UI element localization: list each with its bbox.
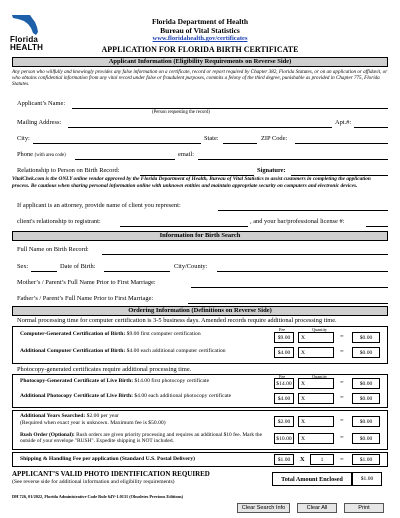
shipping-total: $1.00 [352,454,380,465]
photo-id-required: APPLICANT’S VALID PHOTO IDENTIFICATION REQUIRED [12,470,210,478]
rush-order-label: Rush Order (Optional): [20,432,75,438]
rush-order-desc: Rush orders are given priority processing and requires an additional $10 fee. Mark the outside of your envelope "RUSH". Expedite shipping is NOT included. [20,432,262,445]
apt-field[interactable] [354,127,388,128]
email-label: email: [178,151,194,158]
city-county-label: City/County: [174,263,208,270]
additional-computer-cert-desc: $4.00 each additional computer certification [125,348,226,354]
mother-name-label: Mother’s / Parent’s Full Name Prior to First Marriage: [17,279,156,286]
additional-photocopy-cert-desc: $4.00 each additional photocopy certificate [132,393,232,399]
registrant-relationship-field[interactable] [120,226,248,227]
email-field[interactable] [198,159,388,160]
years-searched-desc: $2.00 per year [85,413,119,419]
print-button[interactable]: Print [344,503,384,513]
qty-header-2: Quantity [312,374,328,379]
bar-license-label: , and your bar/professional license #: [250,218,345,225]
shipping-qty: 1 [310,454,334,465]
computer-cert-label: Computer-Generated Certification of Birth: [20,331,126,337]
father-name-field[interactable] [188,303,388,304]
photocopy-cert-row [20,378,209,384]
sex-label: Sex: [17,263,29,270]
photocopy-cert-fee: $14.00 [274,378,294,389]
applicant-info-band: Applicant Information (Eligibility Requirements on Reverse Side) [12,57,388,67]
additional-photocopy-cert-total: $0.00 [352,393,380,404]
equals-symbol: = [340,333,344,340]
applicant-name-field[interactable] [72,108,388,109]
additional-computer-cert-total: $0.00 [352,347,380,358]
city-county-field[interactable] [217,271,388,272]
photocopy-cert-desc: $14.00 first photocopy certificate [133,378,210,384]
computer-cert-desc: $9.00 first computer certification [125,331,201,337]
rush-order-row [20,432,272,445]
applicant-name-hint: (Person requesting the record) [152,110,210,115]
computer-cert-row [20,331,201,337]
city-label: City: [17,135,30,142]
state-field[interactable] [223,143,257,144]
dob-field[interactable] [104,271,170,272]
father-name-label: Father’s / Parent’s Full Name Prior to First Marriage: [17,295,154,302]
birth-search-band: Information for Birth Search [12,231,388,241]
attorney-client-field[interactable] [218,210,388,211]
state-label: State: [204,135,219,142]
mailing-address-field[interactable] [68,127,332,128]
times-symbol: X [301,350,306,356]
zip-label: ZIP Code: [261,135,288,142]
phone-hint: (with area code) [34,153,66,158]
times-symbol: X [301,381,306,387]
phone-label-text: Phone [17,151,33,158]
signature-label: Signature: [257,167,286,174]
years-searched-label: Additional Years Searched: [20,413,86,419]
photocopy-cert-qty[interactable] [298,378,334,389]
computer-cert-qty[interactable] [298,332,334,343]
dob-label: Date of Birth: [60,263,96,270]
additional-photocopy-cert-label: Additional Photocopy Certificate of Live Birth: [20,393,133,399]
years-searched-row [20,413,270,426]
form-id: DH 726, 01/2022, Florida Administrative Code Rule 64V-1.0131 (Obsoletes Previous Editions) [12,494,184,499]
photo-id-hint: (See reverse side for additional information and eligibility requirements) [12,479,175,485]
additional-photocopy-cert-qty[interactable] [298,393,334,404]
times-symbol: X [301,436,306,442]
photocopy-cert-label: Photocopy-Generated Certificate of Live Birth: [20,378,134,384]
relationship-label: Relationship to Person on Birth Record: [17,167,120,174]
form-title: APPLICATION FOR FLORIDA BIRTH CERTIFICATE [101,45,299,54]
full-name-label: Full Name on Birth Record: [17,246,89,253]
additional-computer-cert-qty[interactable] [298,347,334,358]
rush-order-fee: $10.00 [274,433,294,444]
years-searched-fee: $2.00 [274,416,294,427]
phone-field[interactable] [75,159,175,160]
equals-symbol: = [340,456,344,463]
equals-symbol: = [340,434,344,441]
applicant-name-label: Applicant’s Name: [17,100,66,107]
apt-label: Apt.#: [335,119,352,126]
shipping-label: Shipping & Handling Fee per application (Standard U.S. Postal Delivery) [20,456,196,462]
mailing-address-label: Mailing Address: [17,119,62,126]
certificates-link[interactable]: www.floridahealth.gov/certificates [152,35,248,42]
photocopy-cert-total: $0.00 [352,378,380,389]
department-name: Florida Department of Health [151,17,249,26]
clear-all-button[interactable]: Clear All [297,503,337,513]
fee-header-2: Fee [279,374,286,379]
total-amount-label: Total Amount Enclosed [272,472,352,486]
additional-computer-cert-label: Additional Computer Certification of Birth: [20,348,126,354]
times-symbol: X [301,419,306,425]
zip-field[interactable] [295,143,388,144]
ordering-info-band: Ordering Information (Definitions on Reverse Side) [12,306,388,316]
clear-search-info-button[interactable]: Clear Search Info [237,503,290,513]
additional-computer-cert-fee: $4.00 [274,347,294,358]
equals-symbol: = [340,348,344,355]
times-symbol: X [300,456,305,463]
rush-order-qty[interactable] [298,433,334,444]
bar-license-field[interactable] [366,226,388,227]
equals-symbol: = [340,379,344,386]
additional-photocopy-cert-fee: $4.00 [274,393,294,404]
years-searched-total: $0.00 [352,416,380,427]
vitalchek-notice: VitalChek.com is the ONLY online vendor approved by the Florida Department of Health, Bureau of Vital Statistics to assist customers in completing the application process. Be cautious when sharing personal information online with unknown entities and maintain appropriate security on computers and electronic devices. [12,176,371,189]
mother-name-field[interactable] [191,287,388,288]
additional-computer-cert-row [20,348,226,354]
phone-label [17,151,66,158]
photocopy-note: Photocopy-generated certificates require additional processing time. [17,366,192,373]
fee-header-1: Fee [279,327,286,332]
times-symbol: X [301,396,306,402]
sex-field[interactable] [31,271,57,272]
computer-cert-total: $0.00 [352,332,380,343]
times-symbol: X [301,335,306,341]
processing-note: Normal processing time for computer certification is 3-5 business days. Amended records require additional processing time. [17,317,337,324]
city-field[interactable] [33,143,201,144]
equals-symbol: = [340,417,344,424]
years-searched-hint: (Required when exact year is unknown. Maximum fee is $50.00) [20,419,166,426]
equals-symbol: = [340,394,344,401]
years-searched-qty[interactable] [298,416,334,427]
total-amount-value: $1.00 [352,472,382,486]
full-name-field[interactable] [102,254,388,255]
qty-header-1: Quantity [312,327,328,332]
bureau-name: Bureau of Vital Statistics [160,26,240,35]
false-info-warning: Any person who willfully and knowingly provides any false information on a certificate, record or report required by Chapter 382, Florida Statutes, or on an application or affidavit, or who obtains confidential information from any vital record under false or fraudulent purposes, commits a felony of the third degree, punishable as provided in Chapter 775, Florida Statutes. [12,69,388,88]
computer-cert-fee: $9.00 [274,332,294,343]
rush-order-total: $0.00 [352,433,380,444]
shipping-fee: $1.00 [274,454,294,465]
additional-photocopy-cert-row [20,393,231,399]
attorney-label: If applicant is an attorney, provide name of client you represent: [17,202,181,209]
registrant-label: client's relationship to registrant: [17,218,101,225]
logo-text: Florida HEALTH [10,35,44,52]
